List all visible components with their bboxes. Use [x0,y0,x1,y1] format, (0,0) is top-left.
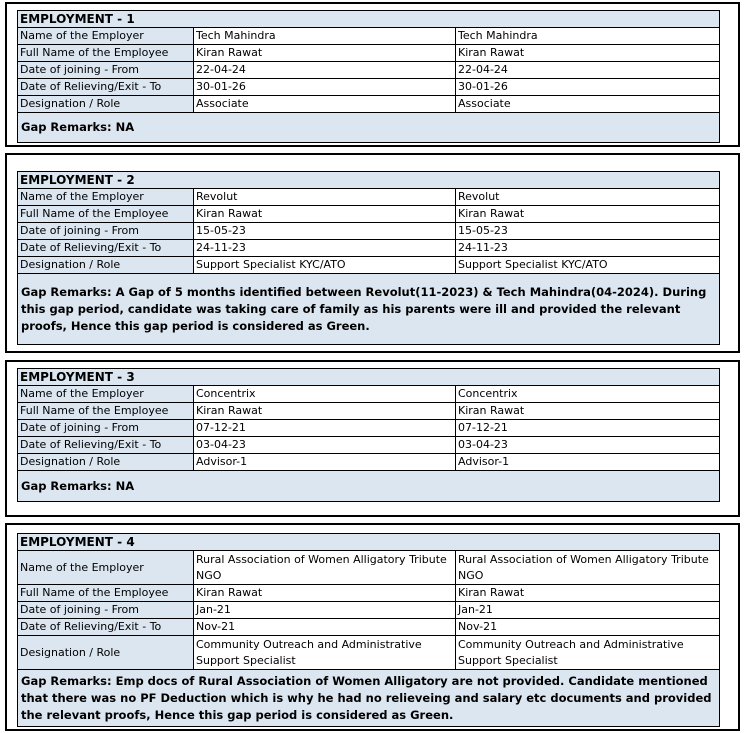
verified-value: Concentrix [456,386,720,403]
table-row [18,585,720,602]
verified-value: 24-11-23 [456,240,720,257]
verified-value: Kiran Rawat [456,45,720,62]
field-label: Date of Relieving/Exit - To [18,437,194,454]
field-label: Full Name of the Employee [18,585,194,602]
table-row [18,636,720,670]
field-label: Designation / Role [18,454,194,471]
field-label: Designation / Role [18,96,194,113]
gap-remarks: Gap Remarks: A Gap of 5 months identified between Revolut(11-2023) & Tech Mahindra(04-2024). During this gap period, candidate was taking care of family as his parents were ill and provided the relevant proofs, Hence this gap period is considered as Green. [18,274,720,345]
table-row [18,551,720,585]
claimed-value: Associate [194,96,456,113]
field-label: Full Name of the Employee [18,45,194,62]
employment-title: EMPLOYMENT - 4 [18,534,720,551]
field-label: Designation / Role [18,257,194,274]
claimed-value: Advisor-1 [194,454,456,471]
table-row [18,602,720,619]
claimed-value: Kiran Rawat [194,45,456,62]
claimed-value: Revolut [194,189,456,206]
field-label: Date of joining - From [18,420,194,437]
field-label: Designation / Role [18,636,194,670]
field-label: Date of joining - From [18,62,194,79]
gap-remarks: Gap Remarks: NA [18,471,720,502]
employment-table-1 [17,10,720,143]
verified-value: Kiran Rawat [456,403,720,420]
employment-header [18,369,720,386]
claimed-value: 07-12-21 [194,420,456,437]
claimed-value: 03-04-23 [194,437,456,454]
employment-title: EMPLOYMENT - 2 [18,172,720,189]
verified-value: 07-12-21 [456,420,720,437]
claimed-value: Jan-21 [194,602,456,619]
employment-title: EMPLOYMENT - 3 [18,369,720,386]
verified-value: Nov-21 [456,619,720,636]
verified-value: Kiran Rawat [456,206,720,223]
table-row [18,240,720,257]
employment-header [18,172,720,189]
employment-table-3 [17,368,720,502]
gap-remarks-row [18,670,720,727]
gap-remarks-row [18,471,720,502]
field-label: Name of the Employer [18,386,194,403]
employment-table-2 [17,171,720,345]
claimed-value: Kiran Rawat [194,585,456,602]
field-label: Name of the Employer [18,28,194,45]
verified-value: Kiran Rawat [456,585,720,602]
claimed-value: Tech Mahindra [194,28,456,45]
field-label: Full Name of the Employee [18,206,194,223]
gap-remarks-row [18,113,720,143]
claimed-value: 24-11-23 [194,240,456,257]
table-row [18,189,720,206]
claimed-value: 15-05-23 [194,223,456,240]
claimed-value: Concentrix [194,386,456,403]
field-label: Date of joining - From [18,602,194,619]
verified-value: Associate [456,96,720,113]
table-row [18,386,720,403]
table-row [18,403,720,420]
field-label: Date of Relieving/Exit - To [18,619,194,636]
table-row [18,45,720,62]
table-row [18,206,720,223]
field-label: Name of the Employer [18,189,194,206]
verified-value: Jan-21 [456,602,720,619]
gap-remarks-row [18,274,720,345]
claimed-value: Kiran Rawat [194,206,456,223]
claimed-value: Support Specialist KYC/ATO [194,257,456,274]
field-label: Date of joining - From [18,223,194,240]
claimed-value: 30-01-26 [194,79,456,96]
field-label: Date of Relieving/Exit - To [18,79,194,96]
table-row [18,28,720,45]
verified-value: 15-05-23 [456,223,720,240]
verified-value: Advisor-1 [456,454,720,471]
table-row [18,223,720,240]
table-row [18,619,720,636]
table-row [18,454,720,471]
field-label: Date of Relieving/Exit - To [18,240,194,257]
gap-remarks: Gap Remarks: Emp docs of Rural Association of Women Alligatory are not provided. Candidate mentioned that there was no PF Deduction which is why he had no relieveing and salary etc documents and provided the relevant proofs, Hence this gap period is considered as Green. [18,670,720,727]
employment-table-4 [17,533,720,727]
gap-remarks: Gap Remarks: NA [18,113,720,143]
verified-value: Community Outreach and Administrative Support Specialist [456,636,720,670]
field-label: Full Name of the Employee [18,403,194,420]
employment-title: EMPLOYMENT - 1 [18,11,720,28]
claimed-value: Kiran Rawat [194,403,456,420]
table-row [18,96,720,113]
verified-value: Rural Association of Women Alligatory Tribute NGO [456,551,720,585]
verified-value: 22-04-24 [456,62,720,79]
employment-header [18,534,720,551]
employment-header [18,11,720,28]
claimed-value: Rural Association of Women Alligatory Tribute NGO [194,551,456,585]
claimed-value: Community Outreach and Administrative Support Specialist [194,636,456,670]
table-row [18,62,720,79]
claimed-value: Nov-21 [194,619,456,636]
verified-value: Revolut [456,189,720,206]
field-label: Name of the Employer [18,551,194,585]
table-row [18,79,720,96]
table-row [18,257,720,274]
verified-value: 03-04-23 [456,437,720,454]
table-row [18,420,720,437]
claimed-value: 22-04-24 [194,62,456,79]
verified-value: Support Specialist KYC/ATO [456,257,720,274]
verified-value: 30-01-26 [456,79,720,96]
verified-value: Tech Mahindra [456,28,720,45]
table-row [18,437,720,454]
